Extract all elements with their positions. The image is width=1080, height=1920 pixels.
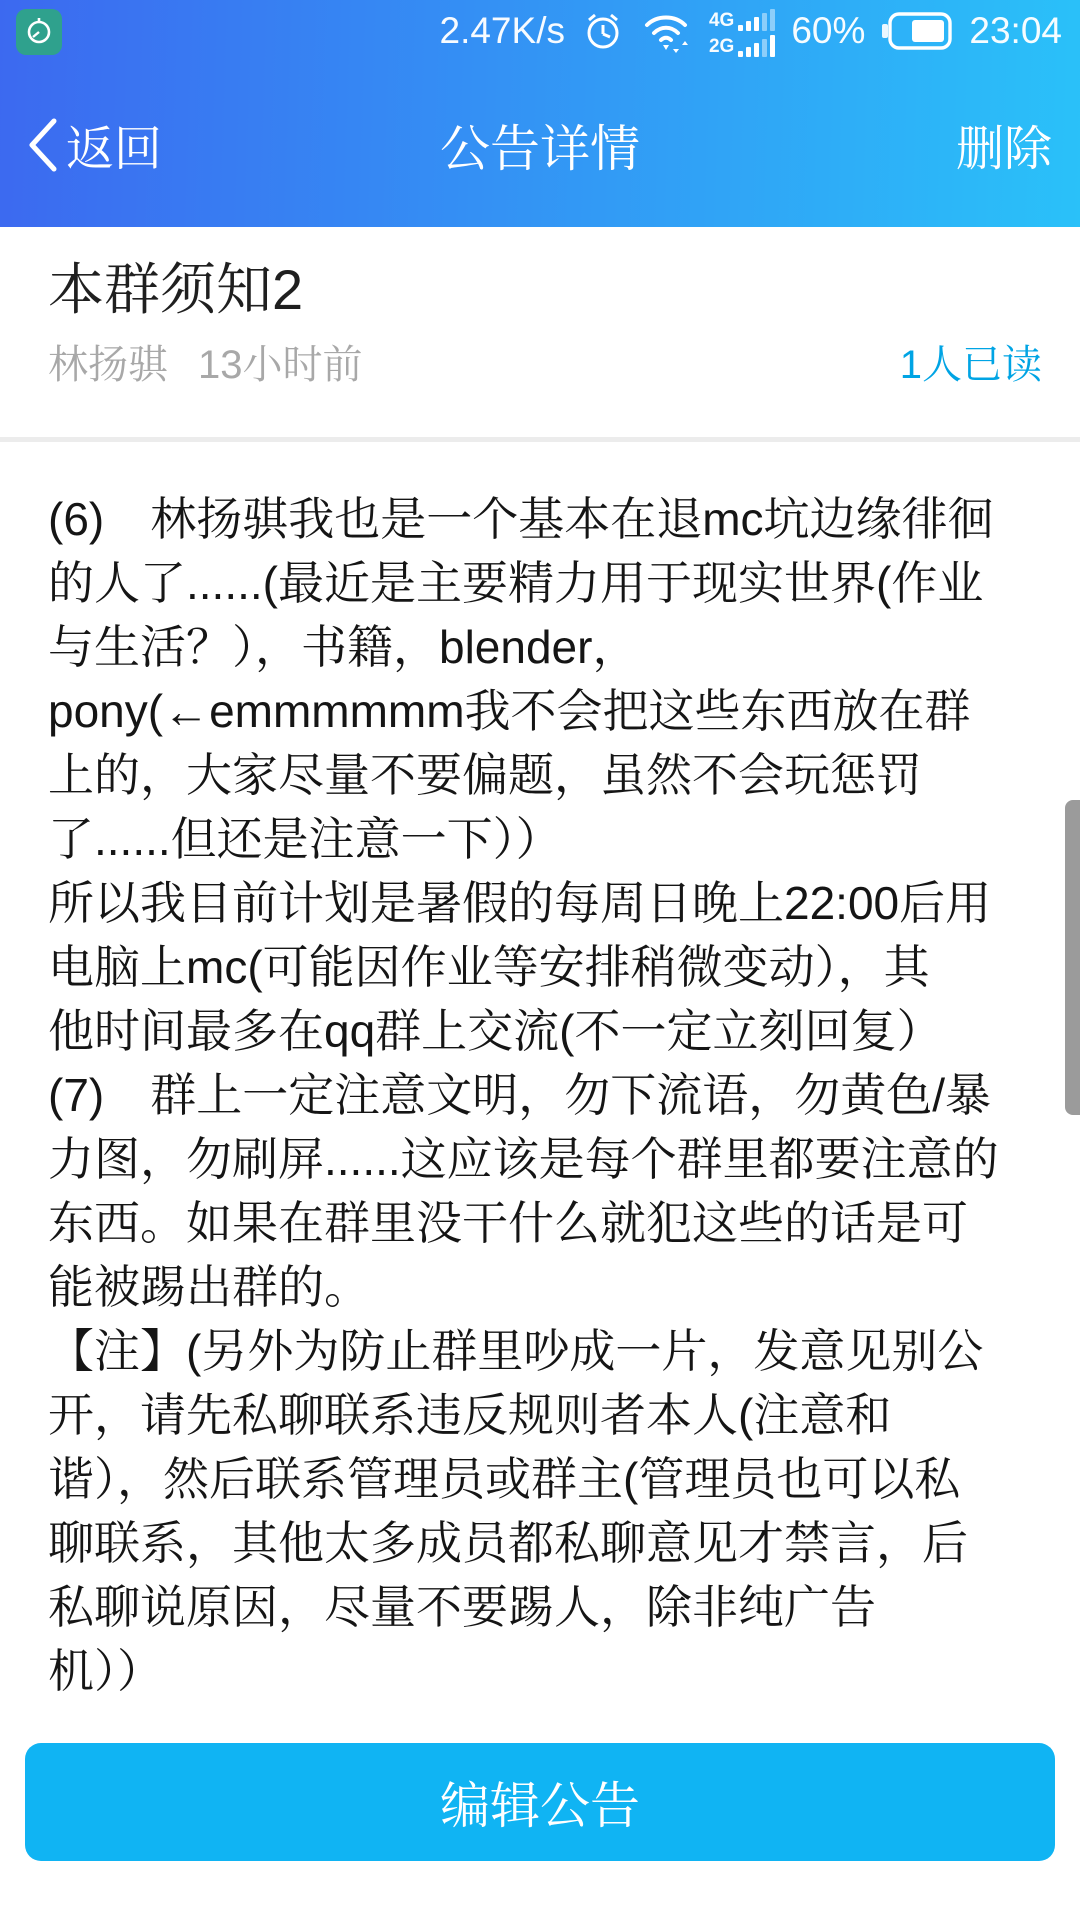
body-line: 他时间最多在qq群上交流(不一定立刻回复） [48, 1005, 943, 1057]
body-line: 聊联系，其他太多成员都私聊意见才禁言，后 [48, 1517, 968, 1569]
body-line: (6) 林扬骐我也是一个基本在退mc坑边缘徘徊 [48, 493, 994, 545]
edit-announcement-button-label: 编辑公告 [440, 1778, 640, 1834]
announcement-body [48, 487, 1044, 1703]
section-divider [0, 437, 1080, 442]
body-line: 东西。如果在群里没干什么就犯这些的话是可 [48, 1197, 968, 1249]
nav-bar [0, 62, 1080, 227]
status-bar-right [440, 0, 1063, 62]
scrollbar-thumb[interactable] [1065, 800, 1080, 1115]
post-time: 13小时前 [198, 343, 363, 387]
sim2-network-type: 2G [708, 36, 735, 57]
announcement-meta [48, 343, 1042, 387]
chevron-left-icon [26, 115, 60, 175]
status-bar [0, 0, 1080, 62]
body-line: 开，请先私聊联系违反规则者本人(注意和 [48, 1389, 892, 1441]
stopwatch-icon [22, 13, 56, 52]
signal-bars-icon [709, 7, 775, 57]
author-name: 林扬骐 [48, 343, 168, 387]
body-line: 了......但还是注意一下）） [48, 813, 562, 865]
body-line: 私聊说原因，尽量不要踢人，除非纯广告 [48, 1581, 876, 1633]
body-line: (7) 群上一定注意文明，勿下流语，勿黄色/暴 [48, 1069, 991, 1121]
content-area [0, 227, 1080, 1703]
announcement-title: 本群须知2 [48, 258, 304, 321]
body-line: 能被踢出群的。 [48, 1261, 370, 1313]
alarm-clock-icon [581, 9, 625, 53]
body-line: 与生活？），书籍，blender， [48, 621, 639, 673]
delete-button[interactable]: 删除 [955, 123, 1052, 176]
edit-announcement-button[interactable] [25, 1743, 1055, 1861]
page-title: 公告详情 [440, 120, 640, 177]
body-line: 的人了......(最近是主要精力用于现实世界(作业 [48, 557, 984, 609]
read-count[interactable]: 1人已读 [899, 343, 1042, 387]
body-line: 谐），然后联系管理员或群主(管理员也可以私 [48, 1453, 961, 1505]
wifi-icon [641, 9, 693, 53]
body-line: 力图，勿刷屏......这应该是每个群里都要注意的 [48, 1133, 999, 1185]
battery-icon [881, 10, 953, 52]
body-line: 机）） [48, 1645, 163, 1697]
header [0, 0, 1080, 227]
body-line: 所以我目前计划是暑假的每周日晚上22:00后用 [48, 877, 992, 929]
clock-time: 23:04 [969, 10, 1062, 51]
net-speed: 2.47K/s [439, 10, 565, 51]
battery-percent: 60% [791, 10, 866, 51]
stopwatch-badge [16, 9, 62, 55]
body-line: 【注】(另外为防止群里吵成一片，发意见别公 [48, 1325, 984, 1377]
sim1-network-type: 4G [708, 10, 735, 31]
body-line: pony(←emmmmmm我不会把这些东西放在群 [48, 685, 971, 737]
body-line: 上的，大家尽量不要偏题，虽然不会玩惩罚 [48, 749, 922, 801]
back-button[interactable] [26, 110, 162, 179]
back-button-label: 返回 [66, 123, 163, 176]
body-line: 电脑上mc(可能因作业等安排稍微变动），其 [48, 941, 930, 993]
